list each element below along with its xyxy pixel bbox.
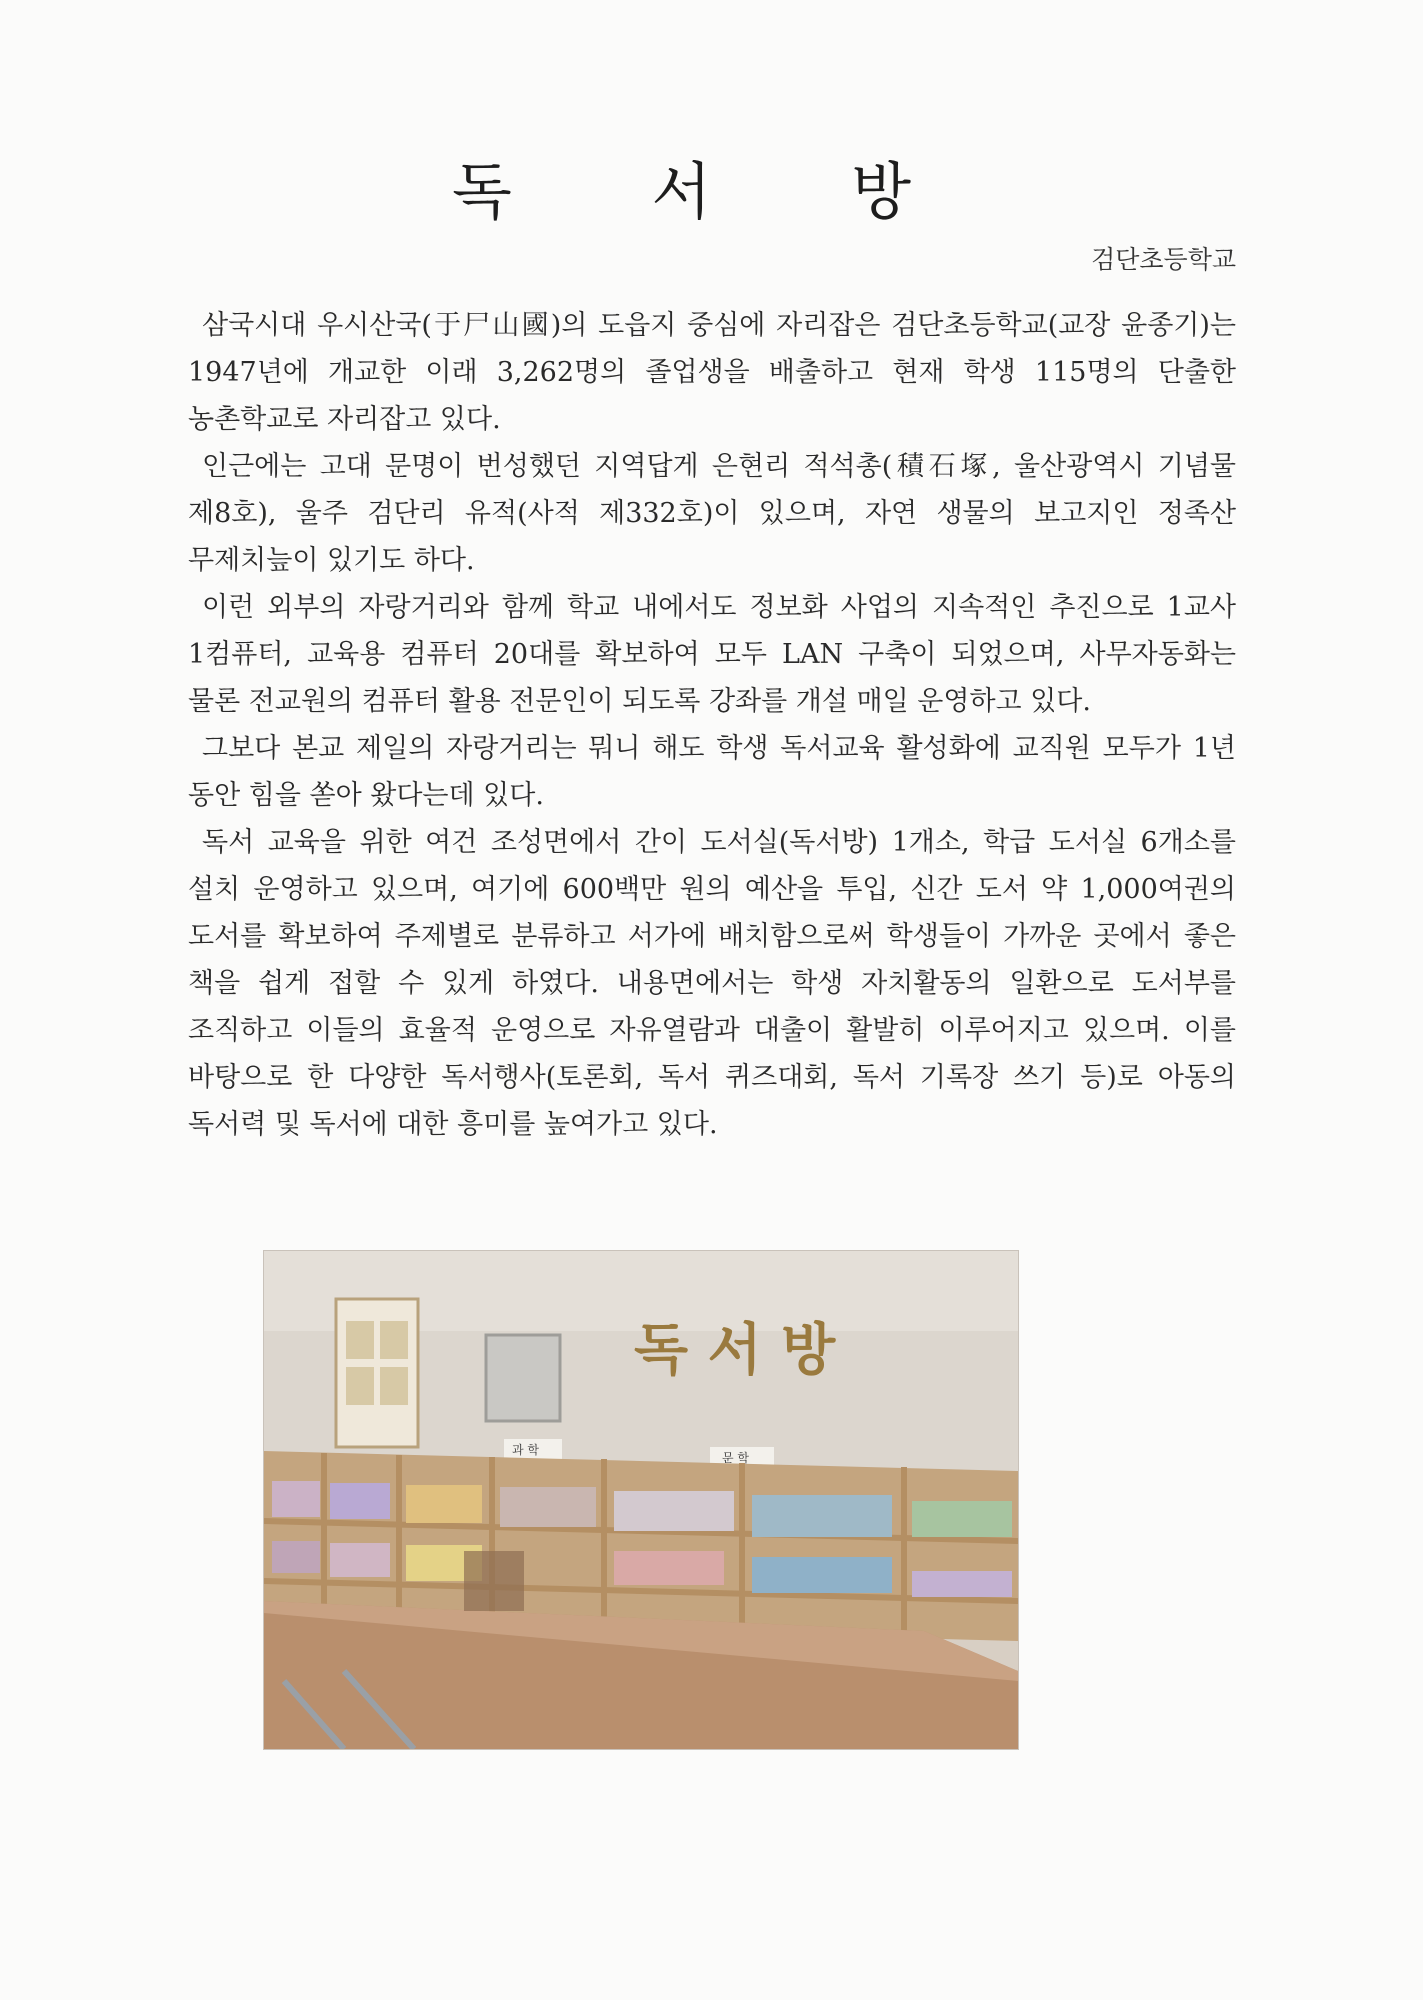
- document-title: 독 서 방: [451, 155, 972, 228]
- reading-room-photo: [263, 1250, 1019, 1750]
- author-school: 검단초등학교: [1091, 245, 1236, 274]
- paragraph-3: 이런 외부의 자랑거리와 함께 학교 내에서도 정보화 사업의 지속적인 추진으로 1교사 1컴퓨터, 교육용 컴퓨터 20대를 확보하여 모두 LAN 구축이 되었으며, 사무자동화는 물론 전교원의 컴퓨터 활용 전문인이 되도록 강좌를 개설 매일 운영하고 있다.: [188, 592, 1236, 717]
- paragraph-5: 독서 교육을 위한 여건 조성면에서 간이 도서실(독서방) 1개소, 학급 도서실 6개소를 설치 운영하고 있으며, 여기에 600백만 원의 예산을 투입, 신간 도서 약 1,000여권의 도서를 확보하여 주제별로 분류하고 서가에 배치함으로써 학생들이 가까운 곳에서 좋은 책을 쉽게 접할 수 있게 하였다. 내용면에서는 학생 자치활동의 일환으로 도서부를 조직하고 이들의 효율적 운영으로 자유열람과 대출이 활발히 이루어지고 있으며. 이를 바탕으로 한 다양한 독서행사(토론회, 독서 퀴즈대회, 독서 기록장 쓰기 등)로 아동의 독서력 및 독서에 대한 흥미를 높여가고 있다.: [188, 827, 1236, 1140]
- shelf-label-literature: 문 학: [722, 1451, 749, 1465]
- shelf-label-science: 과 학: [512, 1443, 539, 1457]
- wall-sign: 독 서 방: [634, 1318, 836, 1383]
- paragraph-1: 삼국시대 우시산국(于尸山國)의 도읍지 중심에 자리잡은 검단초등학교(교장 윤종기)는 1947년에 개교한 이래 3,262명의 졸업생을 배출하고 현재 학생 115명의 단출한 농촌학교로 자리잡고 있다.: [188, 310, 1236, 435]
- reading-room-illustration: [264, 1251, 1018, 1749]
- paragraph-4: 그보다 본교 제일의 자랑거리는 뭐니 해도 학생 독서교육 활성화에 교직원 모두가 1년 동안 힘을 쏟아 왔다는데 있다.: [188, 733, 1236, 811]
- paragraph-2: 인근에는 고대 문명이 번성했던 지역답게 은현리 적석총(積石塚, 울산광역시 기념물 제8호), 울주 검단리 유적(사적 제332호)이 있으며, 자연 생물의 보고지인 정족산 무제치늪이 있기도 하다.: [188, 451, 1236, 576]
- document-body: [188, 302, 1236, 1148]
